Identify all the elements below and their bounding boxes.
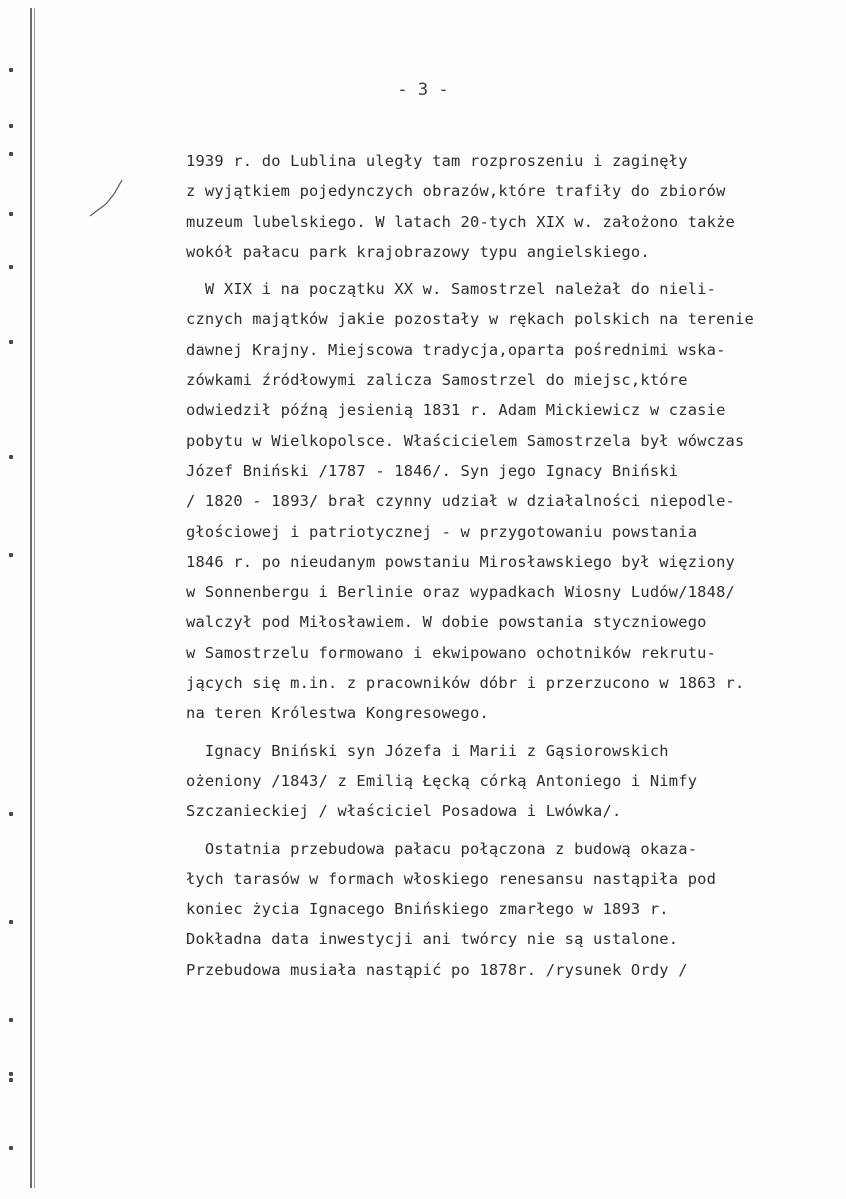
binding-mark [9, 265, 13, 269]
text-line: wokół pałacu park krajobrazowy typu angielskiego. [186, 242, 650, 261]
text-line: walczył pod Miłosławiem. W dobie powstania styczniowego [186, 613, 707, 632]
text-line: Dokładna data inwestycji ani twórcy nie są ustalone. [186, 930, 679, 949]
text-line: odwiedził późną jesienią 1831 r. Adam Mickiewicz w czasie [186, 401, 726, 420]
text-line: W XIX i na początku XX w. Samostrzel należał do nieli- [186, 280, 717, 299]
binding-mark [9, 1072, 13, 1076]
text-line: Ostatnia przebudowa pałacu połączona z budową okaza- [186, 839, 698, 858]
binding-mark [9, 920, 13, 924]
text-line: głościowej i patriotycznej - w przygotowaniu powstania [186, 522, 698, 541]
text-line: na teren Królestwa Kongresowego. [186, 704, 489, 723]
text-line: pobytu w Wielkopolsce. Właścicielem Samostrzela był wówczas [186, 431, 745, 450]
text-line: łych tarasów w formach włoskiego renesansu nastąpiła pod [186, 869, 717, 888]
text-line: Józef Bniński /1787 - 1846/. Syn jego Ignacy Bniński [186, 461, 679, 480]
text-line: cznych majątków jakie pozostały w rękach polskich na terenie [186, 310, 754, 329]
binding-mark [9, 1018, 13, 1022]
binding-mark [9, 1146, 13, 1150]
text-line: zówkami źródłowymi zalicza Samostrzel do miejsc,które [186, 371, 688, 390]
text-line: ożeniony /1843/ z Emilią Łęcką córką Antoniego i Nimfy [186, 771, 698, 790]
text-line: Ignacy Bniński syn Józefa i Marii z Gąsiorowskich [186, 741, 669, 760]
text-line: 1846 r. po nieudanym powstaniu Mirosławskiego był więziony [186, 552, 736, 571]
binding-mark [9, 68, 13, 72]
text-line: 1939 r. do Lublina uległy tam rozproszeniu i zaginęły [186, 152, 688, 170]
binding-mark [9, 455, 13, 459]
text-line: Szczanieckiej / właściciel Posadowa i Lwówka/. [186, 802, 622, 821]
binding-mark [9, 812, 13, 816]
binding-mark [9, 1078, 13, 1082]
paragraph-gap [186, 267, 826, 274]
pen-stroke-mark [86, 176, 126, 226]
binding-mark [9, 152, 13, 156]
binding-mark [9, 553, 13, 557]
text-line: w Samostrzelu formowano i ekwipowano ochotników rekrutu- [186, 643, 717, 662]
text-line: koniec życia Ignacego Bnińskiego zmarłego w 1893 r. [186, 900, 669, 919]
document-body [186, 146, 826, 985]
text-line: muzeum lubelskiego. W latach 20-tych XIX w. założono także [186, 212, 736, 231]
text-line: w Sonnenbergu i Berlinie oraz wypadkach Wiosny Ludów/1848/ [186, 583, 736, 602]
text-line: z wyjątkiem pojedynczych obrazów,które trafiły do zbiorów [186, 182, 726, 201]
text-line: dawnej Krajny. Miejscowa tradycja,oparta pośrednimi wska- [186, 340, 726, 359]
binding-mark [9, 124, 13, 128]
page-number: - 3 - [397, 80, 449, 100]
binding-mark [9, 340, 13, 344]
text-line: / 1820 - 1893/ brał czynny udział w działalności niepodle- [186, 492, 736, 511]
text-line: Przebudowa musiała nastąpić po 1878r. /rysunek Ordy / [186, 960, 688, 979]
page-left-edge [30, 8, 32, 1188]
paragraph-gap [186, 827, 826, 834]
paragraph-gap [186, 729, 826, 736]
page-left-edge-shadow [34, 8, 35, 1188]
binding-mark [9, 212, 13, 216]
text-line: jących się m.in. z pracowników dóbr i przerzucono w 1863 r. [186, 674, 745, 693]
